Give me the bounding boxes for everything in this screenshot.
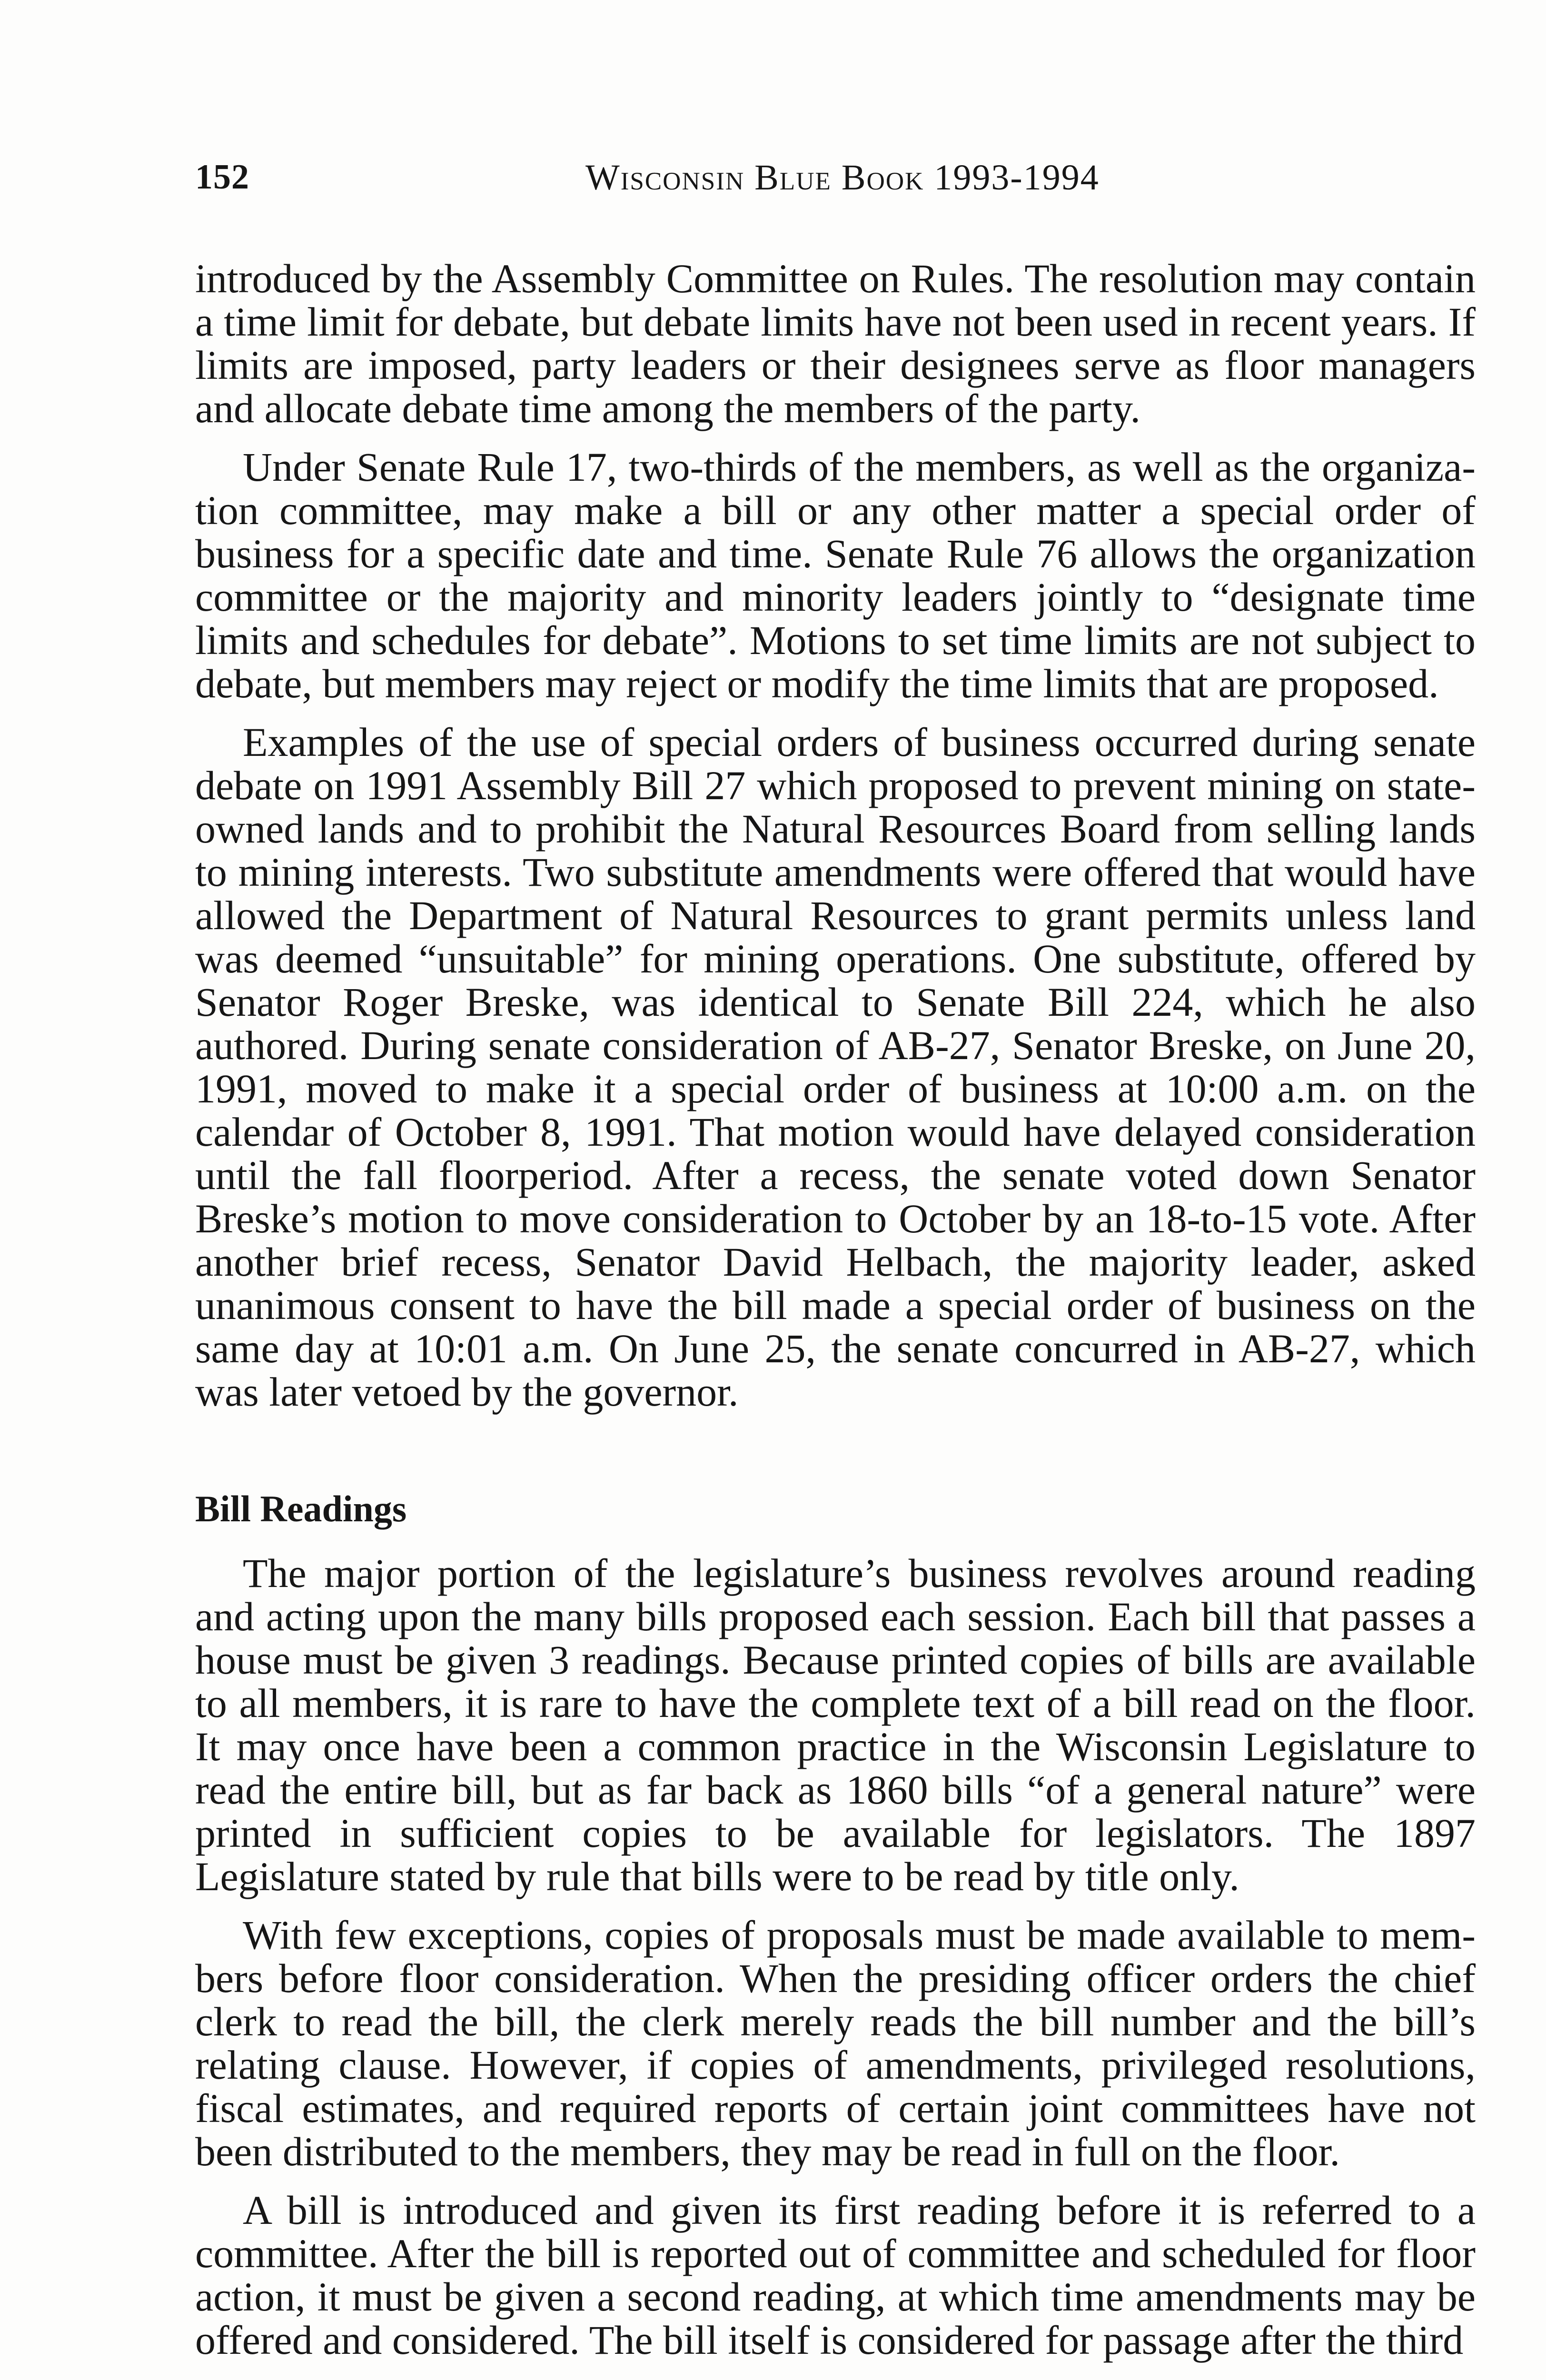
- page-number: 152: [195, 158, 249, 197]
- paragraph-first-reading: A bill is introduced and given its first reading before it is referred to a committee. After the bill is reported out of committee and scheduled for floor action, it must be given a second reading, at which time amendments may be offered and considered. The bill itself is considered for passage after the third: [195, 2187, 1476, 2363]
- body-text: [195, 257, 1476, 2362]
- paragraph-continuation: introduced by the Assembly Committee on Rules. The resolution may contain a time limit for debate, but debate limits have not been used in recent years. If limits are imposed, party leaders or their designees serve as floor managers and allocate debate time among the members of the party.: [195, 256, 1476, 431]
- paragraph-copies-of-proposals: With few exceptions, copies of proposals must be made available to members before floor consideration. When the presiding officer orders the chief clerk to read the bill, the clerk merely reads the bill number and the bill’s relating clause. However, if copies of amendments, privileged resolutions, fiscal estimates, and required reports of certain joint committees have not been distributed to the members, they may be read in full on the floor.: [195, 1912, 1476, 2174]
- paragraph-senate-rule: Under Senate Rule 17, two-thirds of the members, as well as the organization committee, may make a bill or any other matter a special order of business for a specific date and time. Senate Rule 76 allows the organization committee or the majority and minority leaders jointly to “designate time limits and schedules for debate”. Motions to set time limits are not subject to debate, but members may reject or modify the time limits that are proposed.: [195, 444, 1476, 706]
- paragraph-special-orders-example: Examples of the use of special orders of business occurred during senate debate on 1991 Assembly Bill 27 which proposed to prevent mining on stateowned lands and to prohibit the Natural Resources Board from selling lands to mining interests. Two substitute amendments were offered that would have allowed the Department of Natural Resources to grant permits unless land was deemed “unsuitable” for mining operations. One substitute, offered by Senator Roger Breske, was identical to Senate Bill 224, which he also authored. During senate consideration of AB-27, Senator Breske, on June 20, 1991, moved to make it a special order of business at 10:00 a.m. on the calendar of October 8, 1991. That motion would have delayed consideration until the fall floorperiod. After a recess, the senate voted down Senator Breske’s motion to move consideration to October by an 18-to-15 vote. After another brief recess, Senator David Helbach, the majority leader, asked unanimous consent to have the bill made a special order of business on the same day at 10:01 a.m. On June 25, the senate concurred in AB-27, which was later vetoed by the governor.: [195, 719, 1476, 1415]
- running-header: [195, 157, 1480, 205]
- running-title: Wisconsin Blue Book 1993-1994: [585, 158, 1100, 198]
- paragraph-bill-readings-intro: The major portion of the legislature’s business revolves around reading and acting upon the many bills proposed each session. Each bill that passes a house must be given 3 readings. Because printed copies of bills are available to all members, it is rare to have the complete text of a bill read on the floor. It may once have been a common practice in the Wisconsin Legislature to read the entire bill, but as far back as 1860 bills “of a general nature” were printed in sufficient copies to be available for legislators. The 1897 Legislature stated by rule that bills were to be read by title only.: [195, 1550, 1476, 1899]
- section-heading-bill-readings: Bill Readings: [195, 1488, 407, 1529]
